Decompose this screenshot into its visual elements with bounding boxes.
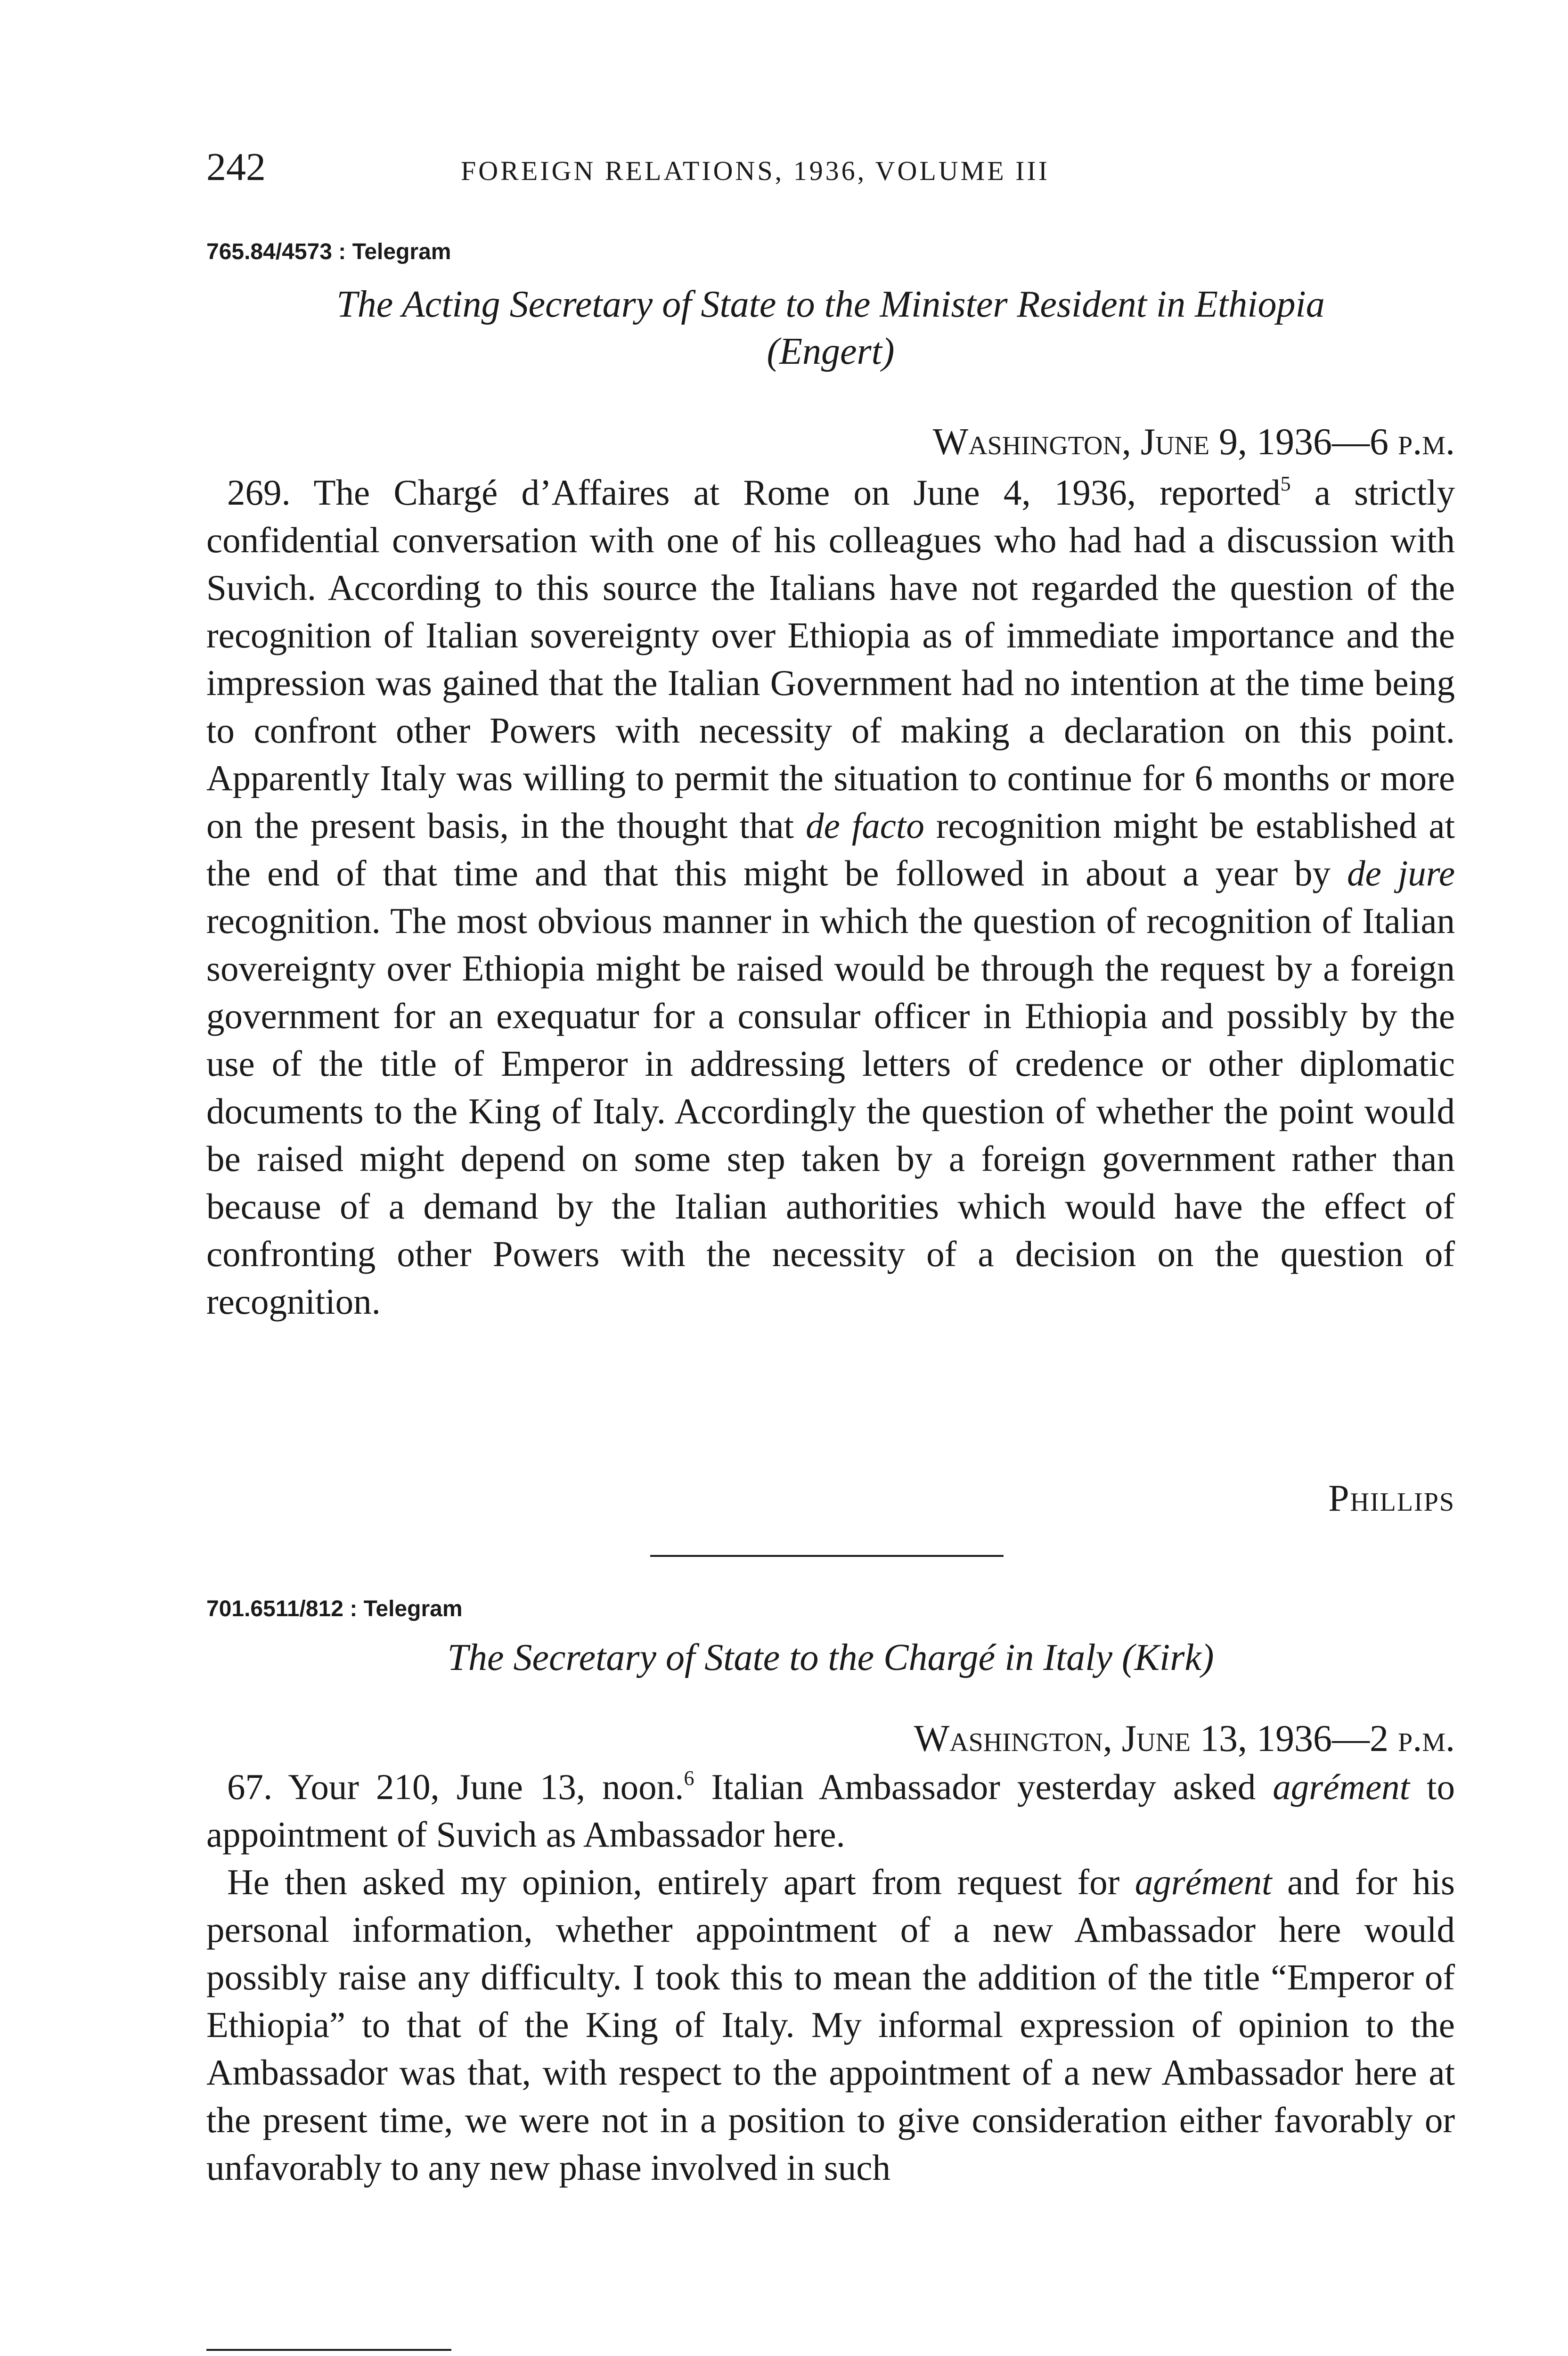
file-reference-2: 701.6511/812 : Telegram [206,1596,463,1621]
telegram-paragraph-269: 269. The Chargé d’Affaires at Rome on June 4, 1936, reported$^5$ a strictly confidential conversation with one of his colleagues who had had a discussion with Suvich. According to this source the Italians have not regarded the question of the recognition of Italian sovereignty over Ethiopia as of immediate importance and the impression was gained that the Italian Government had no intention at the time being to confront other Powers with necessity of making a declaration on this point. Apparently Italy was willing to permit the situation to continue for 6 months or more on the present basis, in the thought that de facto recognition might be established at the end of that time and that this might be followed in about a year by de jure recognition. The most obvious manner in which the question of recognition of Italian sovereignty over Ethiopia might be raised would be through the request by a foreign government for an exequatur for a consular officer in Ethiopia and possibly by the use of the title of Emperor in addressing letters of credence or other diplomatic documents to the King of Italy. Accordingly the question of whether the point would be raised might depend on some step taken by a foreign government rather than because of a demand by the Italian authorities which would have the effect of confronting other Powers with the necessity of a decision on the question of recognition. [206,472,1455,1322]
document-separator-rule [650,1555,1004,1557]
telegram-body-1 [206,469,1455,1325]
document-title-1-line1: The Acting Secretary of State to the Minister Resident in Ethiopia [336,284,1325,325]
telegram-body-2 [206,1763,1455,2192]
running-head [206,141,1455,193]
dateline-1: Washington, June 9, 1936—6 p.m. [932,421,1455,463]
telegram-paragraph-67: 67. Your 210, June 13, noon.$^6$ Italian Ambassador yesterday asked agrément to appointment of Suvich as Ambassador here. [206,1767,1455,1855]
file-reference-1: 765.84/4573 : Telegram [206,239,451,264]
document-title-1-line2: (Engert) [767,331,895,372]
page-number: 242 [206,145,266,189]
footnote-ref-5[interactable]: 5 [1280,472,1291,495]
dateline-2: Washington, June 13, 1936—2 p.m. [914,1718,1455,1759]
telegram-paragraph-2: He then asked my opinion, entirely apart from request for agrément and for his personal information, whether appointment of a new Ambassador here would possibly raise any difficulty. I took this to mean the addition of the title “Emperor of Ethiopia” to that of the King of Italy. My informal expression of opinion to the Ambassador was that, with respect to the appointment of a new Ambassador here at the present time, we were not in a position to give consideration either favorably or unfavorably to any new phase involved in such [206,1862,1455,2188]
running-head-title: FOREIGN RELATIONS, 1936, VOLUME III [461,155,1050,186]
footnote-rule [206,2349,451,2351]
document-title-2: The Secretary of State to the Chargé in Italy (Kirk) [447,1637,1214,1678]
signature-phillips: Phillips [1328,1478,1455,1519]
footnote-ref-6[interactable]: 6 [684,1767,694,1790]
